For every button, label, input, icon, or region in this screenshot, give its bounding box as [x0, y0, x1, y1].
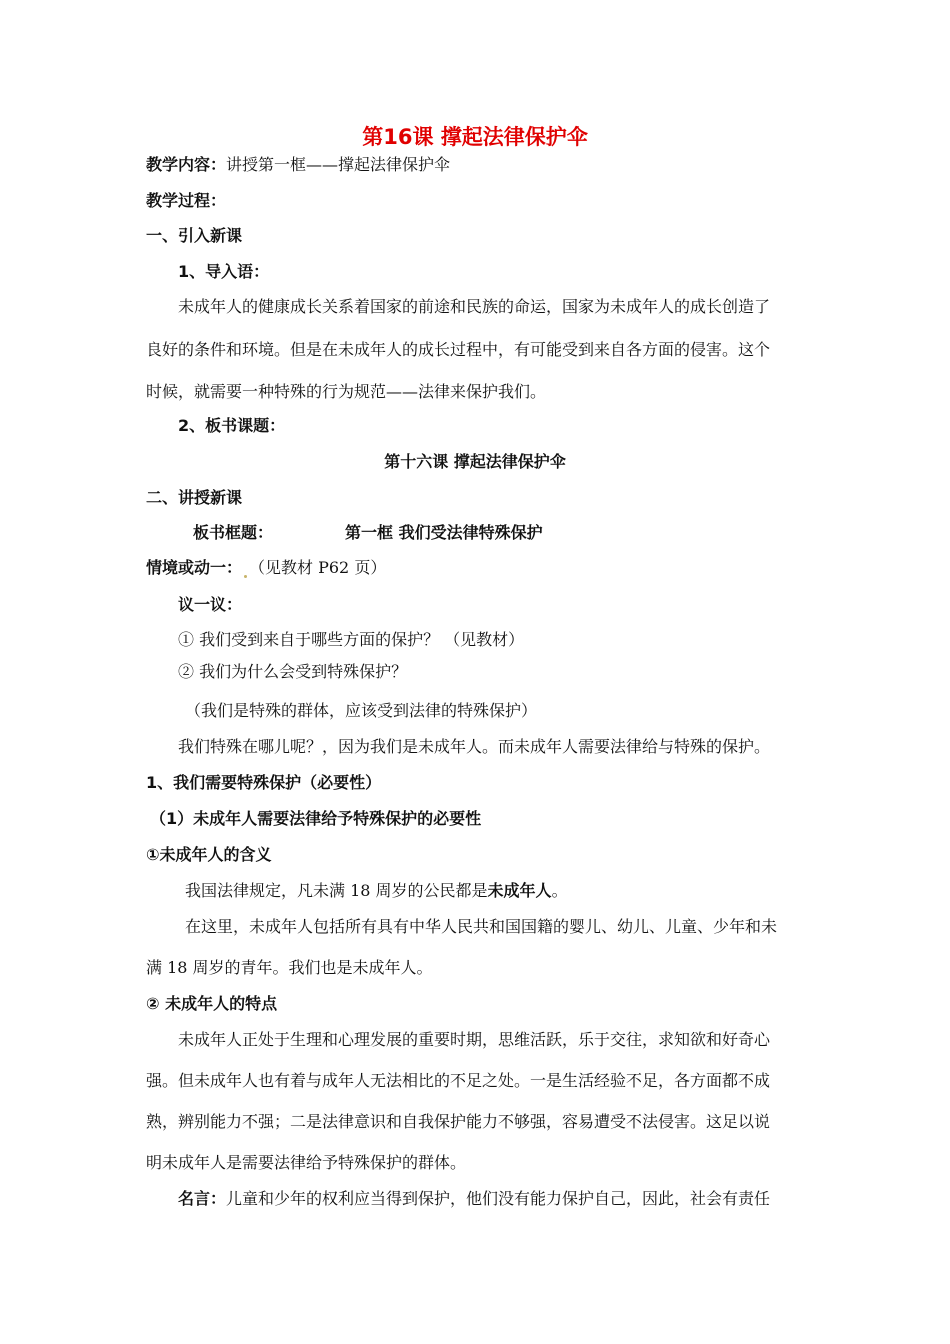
meaning-heading: ①未成年人的含义: [146, 845, 272, 864]
intro-line-2: 良好的条件和环境。但是在未成年人的成长过程中，有可能受到来自各方面的侵害。这个: [146, 340, 771, 359]
meaning-line-2: 满 18 周岁的青年。我们也是未成年人。: [146, 958, 433, 977]
meaning-definition-term: 未成年人: [487, 881, 552, 900]
trait-line-1: 未成年人正处于生理和心理发展的重要时期，思维活跃，乐于交往，求知欲和好奇心: [178, 1030, 771, 1049]
trait-line-3: 熟，辨别能力不强；二是法律意识和自我保护能力不够强，容易遭受不法侵害。这足以说: [146, 1112, 771, 1131]
quote-line: [178, 1189, 770, 1209]
trait-line-2: 强。但未成年人也有着与成年人无法相比的不足之处。一是生活经验不足，各方面都不成: [146, 1071, 771, 1090]
discuss-label: 议一议：: [178, 595, 243, 614]
teaching-content-label: 教学内容：: [146, 155, 227, 174]
trait-line-4: 明未成年人是需要法律给予特殊保护的群体。: [146, 1153, 467, 1172]
meaning-definition-end: 。: [551, 881, 568, 900]
meaning-definition-text: 我国法律规定，凡未满 18 周岁的公民都是: [185, 881, 488, 900]
quote-text: 儿童和少年的权利应当得到保护，他们没有能力保护自己，因此，社会有责任: [226, 1189, 771, 1208]
page-title: 第16课 撑起法律保护伞: [362, 125, 588, 149]
teaching-process-label: 教学过程：: [146, 191, 227, 210]
quote-label: 名言：: [178, 1189, 227, 1208]
answer-text: （我们是特殊的群体，应该受到法律的特殊保护）: [185, 701, 538, 720]
intro-line-3: 时候，就需要一种特殊的行为规范——法律来保护我们。: [146, 382, 547, 401]
point-one-sub-heading: （1）未成年人需要法律给予特殊保护的必要性: [150, 809, 482, 828]
point-one-heading: 1、我们需要特殊保护（必要性）: [146, 773, 382, 792]
intro-line-1: 未成年人的健康成长关系着国家的前途和民族的命运，国家为未成年人的成长创造了: [178, 297, 771, 316]
stray-mark: [244, 575, 247, 578]
activity-line: [146, 558, 386, 578]
trait-heading: ② 未成年人的特点: [146, 994, 278, 1013]
board-label: 2、板书课题：: [178, 416, 286, 435]
frame-title: 第一框 我们受法律特殊保护: [345, 523, 543, 542]
board-title: 第十六课 撑起法律保护伞: [384, 452, 566, 471]
why-line: 我们特殊在哪儿呢？，因为我们是未成年人。而未成年人需要法律给与特殊的保护。: [178, 737, 771, 756]
activity-label: 情境或动一：: [146, 558, 243, 577]
teaching-content-text: 讲授第一框——撑起法律保护伞: [226, 155, 451, 174]
section-one-heading: 一、引入新课: [146, 226, 243, 245]
section-two-heading: 二、讲授新课: [146, 488, 243, 507]
question-two: ② 我们为什么会受到特殊保护？: [178, 662, 408, 681]
meaning-line-1: 在这里，未成年人包括所有具有中华人民共和国国籍的婴儿、幼儿、儿童、少年和未: [185, 917, 778, 936]
intro-label: 1、导入语：: [178, 262, 270, 281]
meaning-definition: [185, 881, 568, 901]
activity-text: （见教材 P62 页）: [249, 558, 387, 577]
question-one: ① 我们受到来自于哪些方面的保护？ （见教材）: [178, 630, 525, 649]
frame-label: 板书框题：: [193, 523, 274, 542]
teaching-content-line: [146, 155, 450, 175]
